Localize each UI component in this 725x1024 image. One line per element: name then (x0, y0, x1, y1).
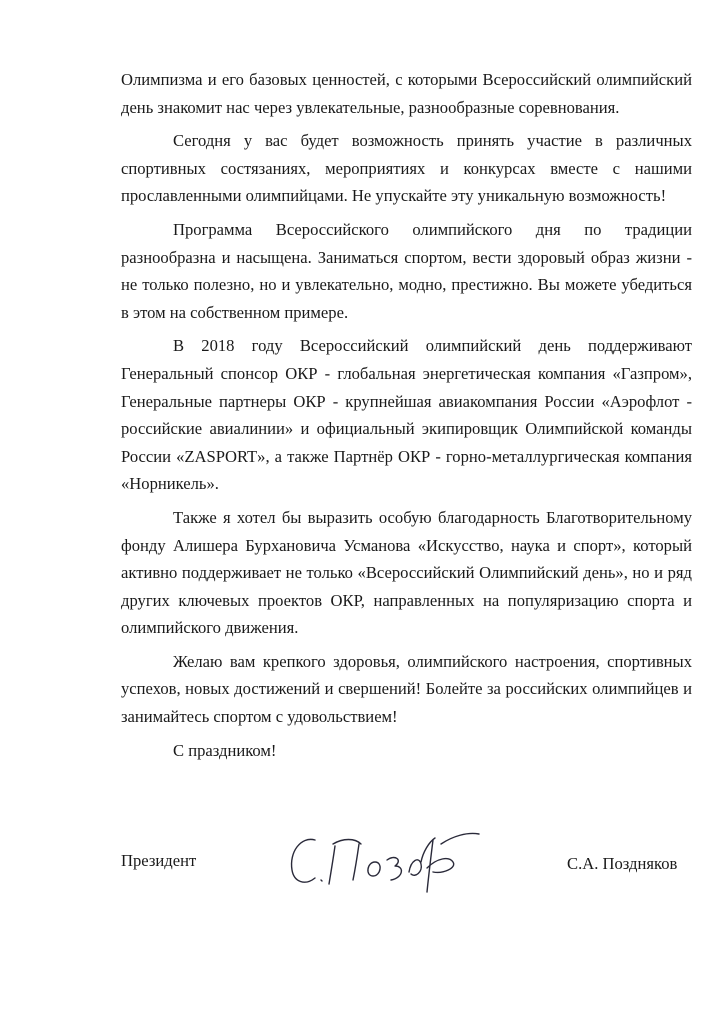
paragraph-3: Программа Всероссийского олимпийского дня по традиции разнообразна и насыщена. Заниматься спортом, вести здоровый образ жизни - не только полезно, но и увлекательно, модно, престижно. Вы можете убедиться в этом на собственном примере. (121, 219, 692, 322)
signer-name: С.А. Поздняков (567, 854, 678, 873)
paragraph-6: Желаю вам крепкого здоровья, олимпийского настроения, спортивных успехов, новых достижений и свершений! Болейте за российских олимпийцев и занимайтесь спортом с удовольствием! (121, 651, 692, 727)
paragraph-1: Олимпизма и его базовых ценностей, с которыми Всероссийский олимпийский день знакомит нас через увлекательные, разнообразные соревнования. (121, 70, 692, 117)
paragraph-5: Также я хотел бы выразить особую благодарность Благотворительному фонду Алишера Бурхановича Усманова «Искусство, наука и спорт», который активно поддерживает не только «Всероссийский Олимпийский день», но и ряд других ключевых проектов ОКР, направленных на популяризацию спорта и олимпийского движения. (121, 507, 692, 638)
paragraph-4: В 2018 году Всероссийский олимпийский день поддерживают Генеральный спонсор ОКР - глобальная энергетическая компания «Газпром», Генеральные партнеры ОКР - крупнейшая авиакомпания России «Аэрофлот - российские авиалинии» и официальный экипировщик Олимпийской команды России «ZASPORT», а также Партнёр ОКР - горно-металлургическая компания «Норникель». (121, 336, 692, 494)
handwritten-signature (283, 822, 483, 902)
signature-block (0, 822, 725, 902)
paragraph-2: Сегодня у вас будет возможность принять участие в различных спортивных состязаниях, мероприятиях и конкурсах вместе с нашими прославленными олимпийцами. Не упускайте эту уникальную возможность! (121, 131, 692, 206)
signer-title: Президент (121, 851, 197, 870)
letter-body (121, 66, 692, 770)
closing-line: С праздником! (173, 740, 277, 760)
